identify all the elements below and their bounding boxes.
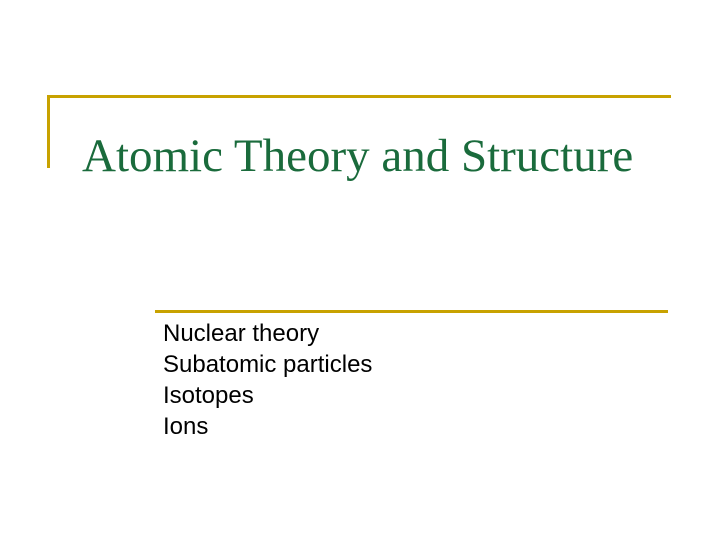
bullet-item: Subatomic particles xyxy=(163,351,373,378)
bullet-item: Ions xyxy=(163,413,209,440)
content-top-rule xyxy=(155,310,668,313)
title-left-rule xyxy=(47,95,50,168)
bullet-item: Nuclear theory xyxy=(163,320,320,347)
title-top-rule xyxy=(47,95,671,98)
bullet-list xyxy=(163,318,372,442)
bullet-item: Isotopes xyxy=(163,382,254,409)
slide-title: Atomic Theory and Structure xyxy=(82,130,634,182)
